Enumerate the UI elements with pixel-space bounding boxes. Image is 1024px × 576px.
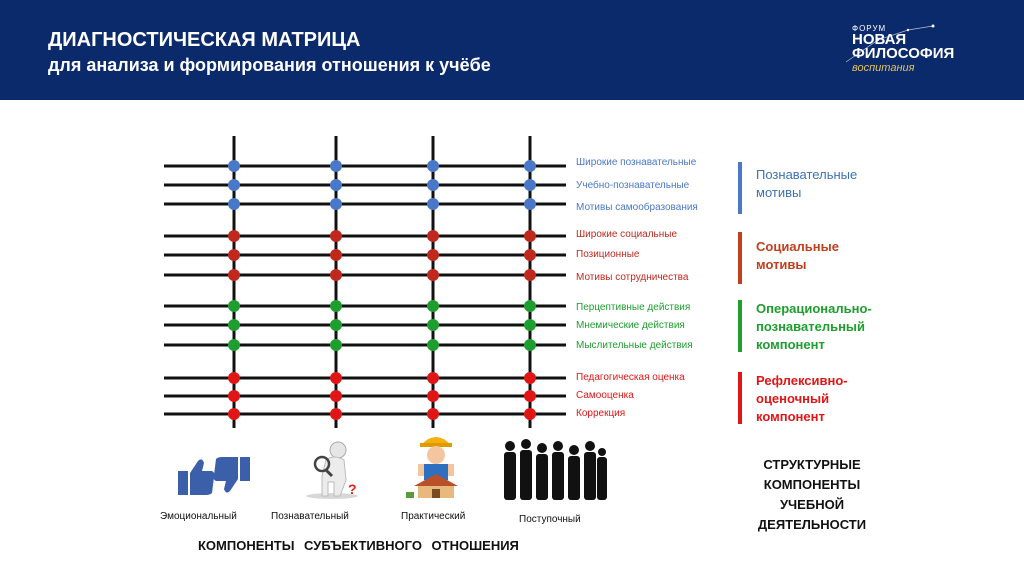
builder-house-icon [404, 430, 468, 500]
group-label-social-motives [756, 238, 839, 274]
logo-line-2: НОВАЯ [852, 31, 907, 48]
matrix-node [427, 319, 439, 331]
structural-line: КОМПОНЕНТЫ [763, 477, 861, 492]
svg-text:?: ? [348, 481, 357, 497]
matrix-node [524, 230, 536, 242]
group-label-line: оценочный [756, 391, 830, 406]
matrix-node [228, 269, 240, 281]
matrix-node [524, 408, 536, 420]
component-label-behavioral: Поступочный [519, 514, 581, 525]
group-label-line: мотивы [756, 185, 802, 200]
matrix-node [330, 408, 342, 420]
forum-logo [838, 22, 958, 80]
people-silhouettes-icon [500, 438, 608, 502]
matrix-node [524, 198, 536, 210]
group-label-line: Операционально- [756, 301, 872, 316]
matrix-node [228, 230, 240, 242]
group-bar-red [738, 372, 742, 424]
matrix-node [228, 319, 240, 331]
group-label-line: компонент [756, 337, 825, 352]
row-label: Широкие познавательные [576, 157, 697, 168]
matrix-node [330, 179, 342, 191]
matrix-node [524, 179, 536, 191]
matrix-grid [0, 100, 600, 440]
matrix-node [524, 372, 536, 384]
matrix-node [427, 339, 439, 351]
matrix-node [427, 300, 439, 312]
group-label-line: познавательный [756, 319, 866, 334]
group-label-line: Социальные [756, 239, 839, 254]
matrix-node [524, 160, 536, 172]
matrix-node [228, 198, 240, 210]
row-label: Позиционные [576, 249, 640, 260]
row-label: Широкие социальные [576, 229, 678, 240]
matrix-node [524, 249, 536, 261]
row-label: Мотивы сотрудничества [576, 272, 689, 283]
component-label-emotional: Эмоциональный [160, 511, 237, 522]
group-bar-darkred [738, 232, 742, 284]
matrix-node [330, 390, 342, 402]
component-label-cognitive: Познавательный [271, 511, 349, 522]
matrix-node [524, 390, 536, 402]
matrix-node [228, 390, 240, 402]
group-bar-green [738, 300, 742, 352]
group-label-cognitive-motives [756, 166, 857, 202]
like-dislike-icon [176, 455, 252, 497]
matrix-node [330, 339, 342, 351]
matrix-node [330, 269, 342, 281]
group-label-reflexive [756, 372, 848, 426]
matrix-node [524, 269, 536, 281]
matrix-node [228, 372, 240, 384]
row-label: Педагогическая оценка [576, 372, 685, 383]
row-label: Самооценка [576, 390, 634, 401]
matrix-node [427, 249, 439, 261]
group-label-operational [756, 300, 872, 354]
row-label: Мнемические действия [576, 320, 685, 331]
header-bar [0, 0, 1024, 100]
matrix-node [228, 249, 240, 261]
matrix-node [330, 319, 342, 331]
row-label: Учебно-познавательные [576, 180, 690, 191]
structural-line: УЧЕБНОЙ [779, 497, 845, 512]
matrix-node [427, 160, 439, 172]
structural-components-label [748, 455, 876, 535]
row-label: Мыслительные действия [576, 340, 693, 351]
group-label-line: компонент [756, 409, 825, 424]
matrix-node [427, 408, 439, 420]
matrix-node [427, 372, 439, 384]
group-bar-blue [738, 162, 742, 214]
matrix-node [524, 319, 536, 331]
page-subtitle: для анализа и формирования отношения к учёбе [48, 55, 491, 75]
matrix-node [330, 230, 342, 242]
matrix-node [427, 269, 439, 281]
matrix-node [228, 179, 240, 191]
structural-line: СТРУКТУРНЫЕ [763, 457, 861, 472]
matrix-node [524, 300, 536, 312]
magnifier-figure-icon [300, 440, 364, 500]
structural-line: ДЕЯТЕЛЬНОСТИ [757, 517, 867, 532]
matrix-node [330, 160, 342, 172]
matrix-node [427, 230, 439, 242]
matrix-node [427, 390, 439, 402]
matrix-node [228, 408, 240, 420]
components-title: КОМПОНЕНТЫ СУБЪЕКТИВНОГО ОТНОШЕНИЯ [198, 538, 519, 553]
logo-line-1: ФОРУМ [852, 24, 887, 33]
matrix-node [330, 198, 342, 210]
matrix-node [228, 300, 240, 312]
matrix-node [427, 198, 439, 210]
matrix-node [330, 372, 342, 384]
matrix-node [330, 249, 342, 261]
component-label-practical: Практический [401, 511, 466, 522]
group-label-line: Рефлексивно- [756, 373, 848, 388]
matrix-node [228, 339, 240, 351]
logo-line-4: воспитания [852, 62, 915, 74]
matrix-node [228, 160, 240, 172]
group-label-line: мотивы [756, 257, 807, 272]
row-label: Перцептивные действия [576, 302, 691, 313]
row-label: Мотивы самообразования [576, 202, 698, 213]
matrix-node [524, 339, 536, 351]
group-label-line: Познавательные [756, 167, 858, 182]
logo-line-3: ФИЛОСОФИЯ [852, 45, 955, 62]
matrix-node [427, 179, 439, 191]
matrix-node [330, 300, 342, 312]
page-title: ДИАГНОСТИЧЕСКАЯ МАТРИЦА [48, 29, 361, 51]
row-label: Коррекция [576, 408, 626, 419]
